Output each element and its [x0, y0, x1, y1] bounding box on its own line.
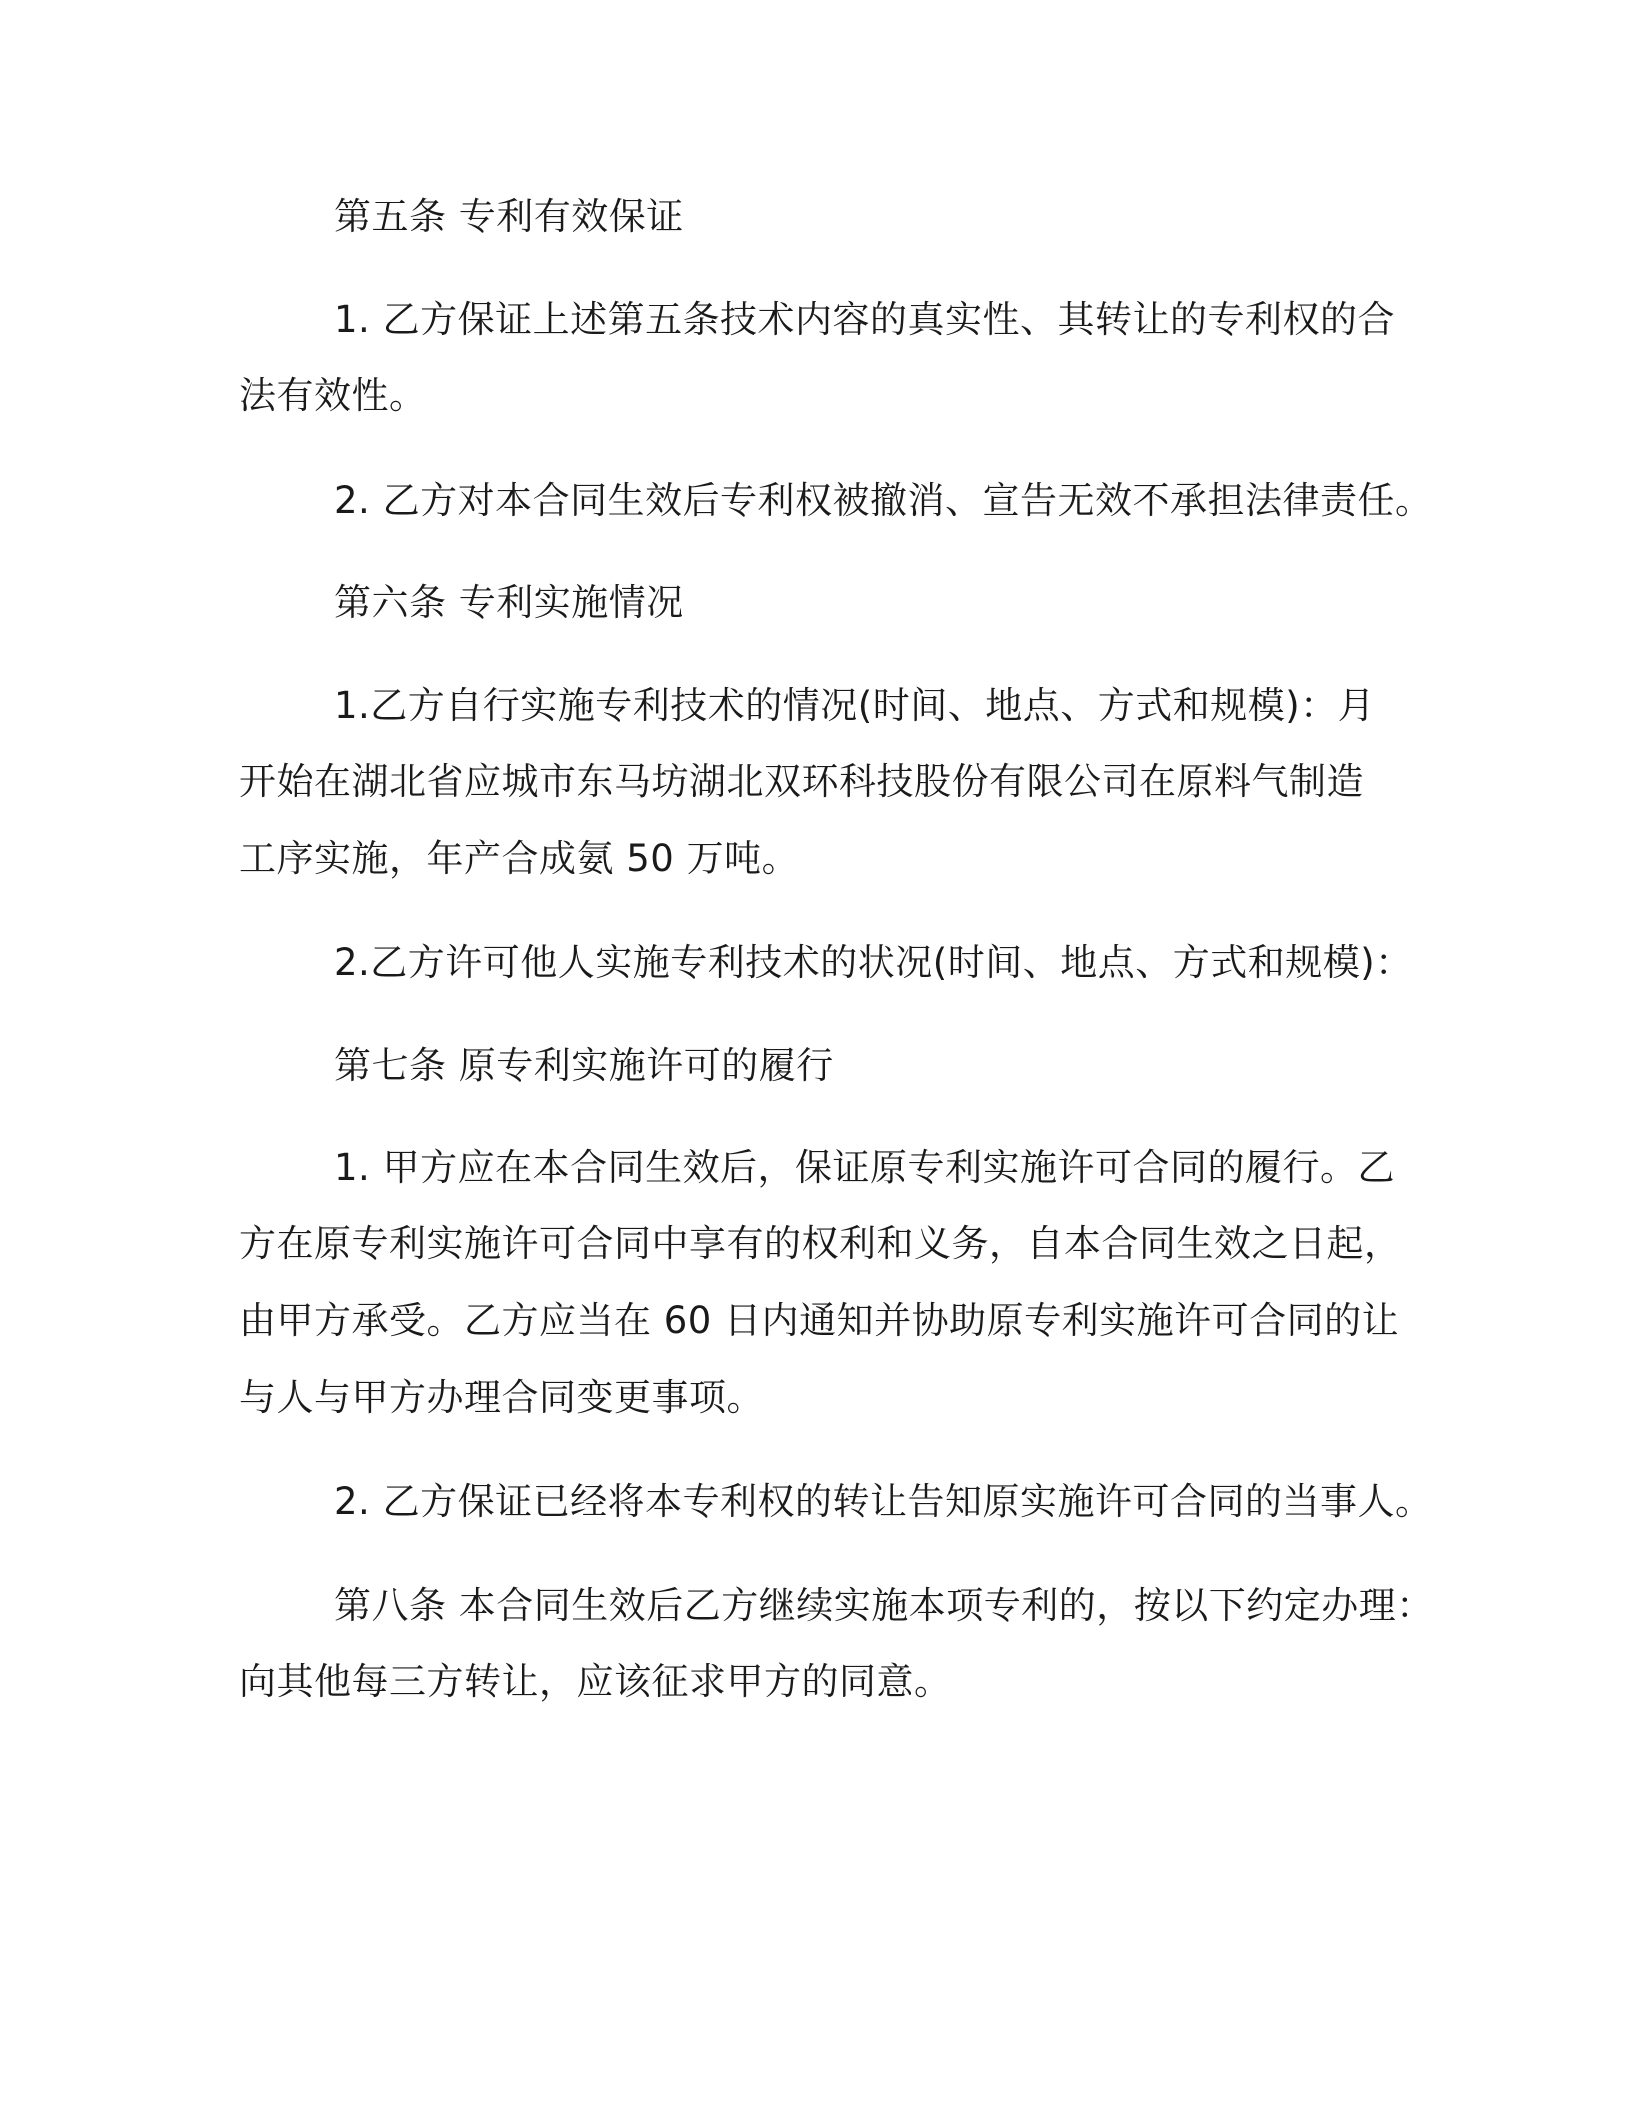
article7-item1-line4: 与人与甲方办理合同变更事项。: [239, 1376, 764, 1419]
article6-heading: 第六条 专利实施情况: [334, 581, 684, 624]
article8-line2: 向其他每三方转让，应该征求甲方的同意。: [239, 1660, 952, 1703]
article5-item1-line1: 1. 乙方保证上述第五条技术内容的真实性、其转让的专利权的合: [334, 298, 1396, 341]
article7-item1-line2: 方在原专利实施许可合同中享有的权利和义务，自本合同生效之日起，: [239, 1222, 1402, 1265]
article6-item1-line1: 1.乙方自行实施专利技术的情况(时间、地点、方式和规模)：月: [334, 684, 1376, 727]
article6-item1-line2: 开始在湖北省应城市东马坊湖北双环科技股份有限公司在原料气制造: [239, 760, 1364, 803]
article7-item1-line1: 1. 甲方应在本合同生效后，保证原专利实施许可合同的履行。乙: [334, 1146, 1396, 1189]
article7-item2: 2. 乙方保证已经将本专利权的转让告知原实施许可合同的当事人。: [334, 1480, 1433, 1523]
article7-item1-line3: 由甲方承受。乙方应当在 60 日内通知并协助原专利实施许可合同的让: [239, 1299, 1400, 1342]
article5-item2: 2. 乙方对本合同生效后专利权被撤消、宣告无效不承担法律责任。: [334, 479, 1433, 522]
article5-heading: 第五条 专利有效保证: [334, 195, 684, 238]
article5-item1-line2: 法有效性。: [239, 374, 427, 417]
article6-item1-line3: 工序实施，年产合成氨 50 万吨。: [239, 837, 800, 880]
article6-item2: 2.乙方许可他人实施专利技术的状况(时间、地点、方式和规模)：: [334, 941, 1413, 984]
article8-line1: 第八条 本合同生效后乙方继续实施本项专利的，按以下约定办理：: [334, 1584, 1434, 1627]
article7-heading: 第七条 原专利实施许可的履行: [334, 1044, 834, 1087]
